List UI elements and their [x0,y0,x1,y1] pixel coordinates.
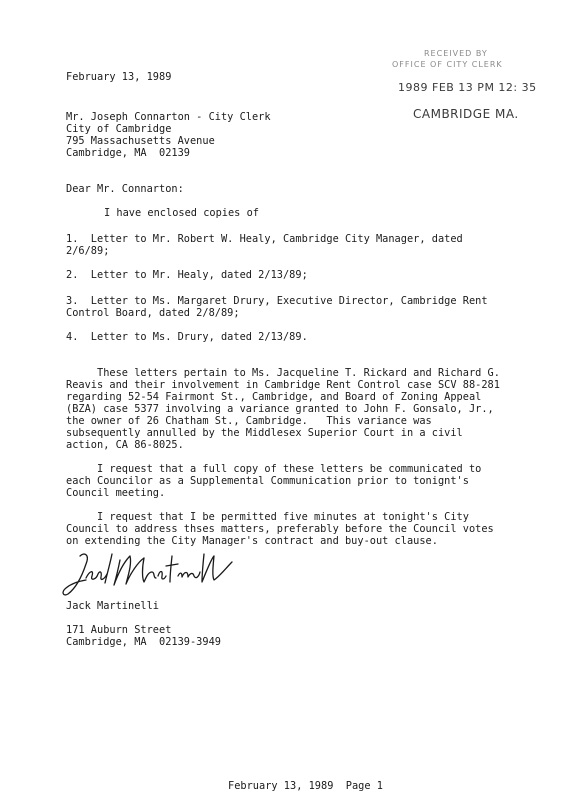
paragraph-line: These letters pertain to Ms. Jacqueline T. Rickard and Richard G. [66,367,500,379]
recipient-line: Cambridge, MA 02139 [66,147,190,159]
recipient-line: City of Cambridge [66,123,172,135]
intro-line: I have enclosed copies of [104,207,259,219]
letter-date: February 13, 1989 [66,71,172,83]
salutation: Dear Mr. Connarton: [66,183,184,195]
paragraph-line: regarding 52-54 Fairmont St., Cambridge, and Board of Zoning Appeal [66,391,482,403]
list-item-continuation: Control Board, dated 2/8/89; [66,307,240,319]
list-item-continuation: 2/6/89; [66,245,110,257]
paragraph-line: I request that I be permitted five minutes at tonight's City [66,511,469,523]
stamp-received-by: RECEIVED BY [424,49,488,58]
stamp-datetime: 1989 FEB 13 PM 12: 35 [398,81,537,94]
list-item: 1. Letter to Mr. Robert W. Healy, Cambridge City Manager, dated [66,233,463,245]
recipient-line: 795 Massachusetts Avenue [66,135,215,147]
paragraph-line: subsequently annulled by the Middlesex Superior Court in a civil [66,427,463,439]
paragraph-line: Council meeting. [66,487,166,499]
paragraph-line: I request that a full copy of these letters be communicated to [66,463,482,475]
paragraph-line: Council to address thses matters, preferably before the Council votes [66,523,494,535]
sender-street: 171 Auburn Street [66,624,172,636]
paragraph-line: action, CA 86-8025. [66,439,184,451]
list-item: 3. Letter to Ms. Margaret Drury, Executive Director, Cambridge Rent [66,295,488,307]
handwritten-signature [60,550,235,598]
page-footer: February 13, 1989 Page 1 [228,780,383,792]
list-item: 4. Letter to Ms. Drury, dated 2/13/89. [66,331,308,343]
paragraph-line: the owner of 26 Chatham St., Cambridge. This variance was [66,415,432,427]
stamp-city: CAMBRIDGE MA. [413,107,519,121]
recipient-line: Mr. Joseph Connarton - City Clerk [66,111,271,123]
paragraph-line: each Councilor as a Supplemental Communication prior to tonignt's [66,475,469,487]
list-item: 2. Letter to Mr. Healy, dated 2/13/89; [66,269,308,281]
sender-city: Cambridge, MA 02139-3949 [66,636,221,648]
sender-name: Jack Martinelli [66,600,159,612]
stamp-office: OFFICE OF CITY CLERK [392,60,503,69]
paragraph-line: Reavis and their involvement in Cambridge Rent Control case SCV 88-281 [66,379,500,391]
paragraph-line: on extending the City Manager's contract and buy-out clause. [66,535,438,547]
paragraph-line: (BZA) case 5377 involving a variance granted to John F. Gonsalo, Jr., [66,403,494,415]
